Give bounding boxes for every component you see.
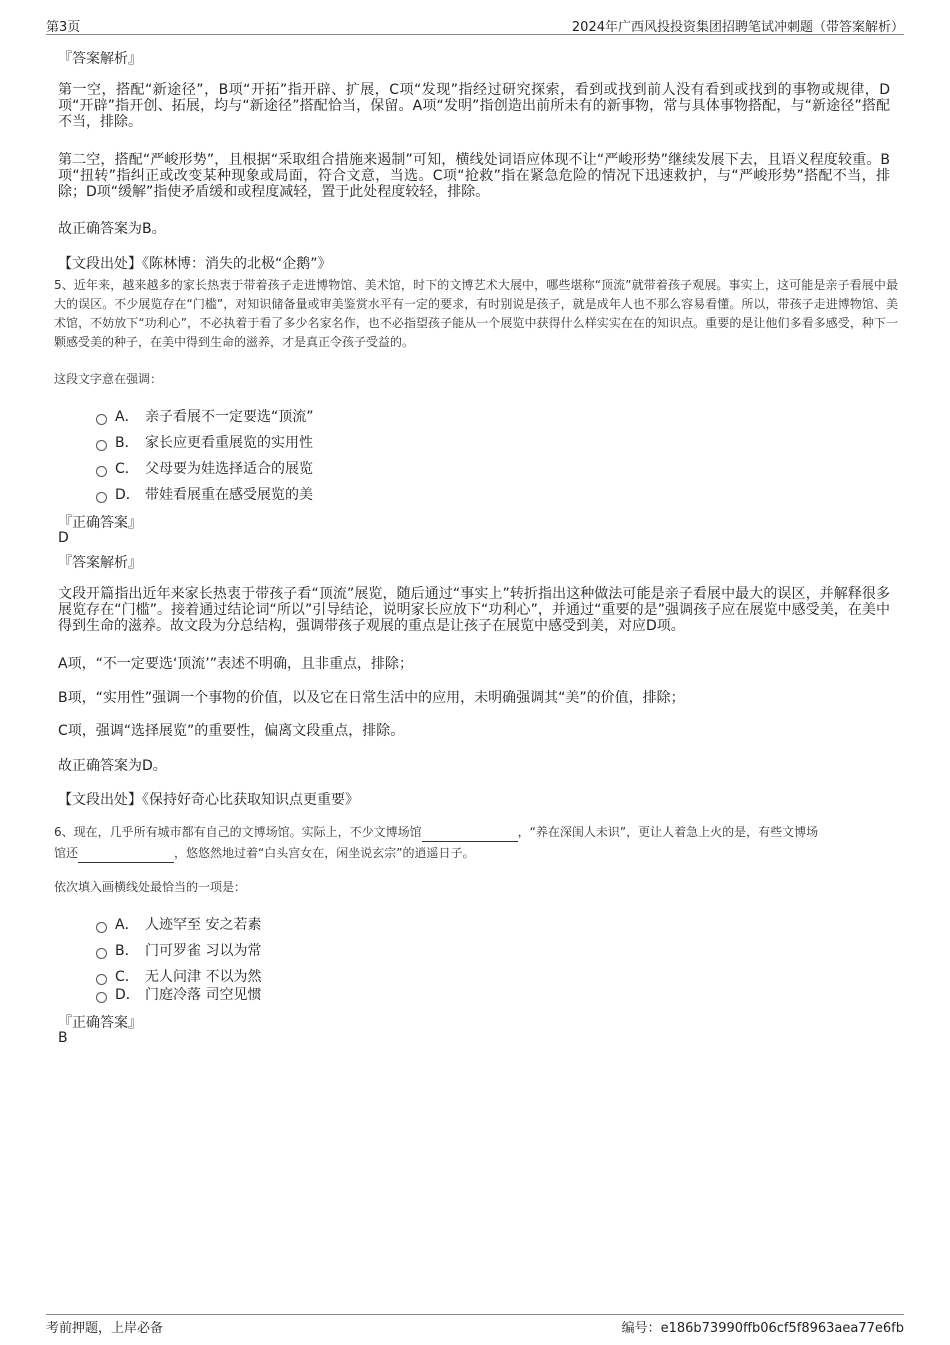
q6-option-a[interactable]: A． 人迹罕至 安之若素 [96,914,261,932]
q5-option-b[interactable]: B． 家长应更看重展览的实用性 [96,432,313,450]
q6-option-d[interactable]: D． 门庭冷落 司空见惯 [96,984,261,1002]
q4-source: 【文段出处】《陈林博：消失的北极“企鹅”》 [58,256,332,272]
document-serial: 编号：e186b73990ffb06cf5f8963aea77e6fb [621,1321,904,1336]
q4-conclusion: 故正确答案为B。 [58,221,166,237]
q6-stem-line-2: 馆还 ，悠悠然地过着“白头宫女在，闲坐说玄宗”的逍遥日子。 [54,844,898,863]
footer-slogan: 考前押题，上岸必备 [46,1321,164,1336]
document-title: 2024年广西风投投资集团招聘笔试冲刺题（带答案解析） [571,20,904,35]
page-number: 第3页 [46,20,81,35]
q5-conclusion: 故正确答案为D。 [58,758,167,774]
q5-analysis-c: C项，强调“选择展览”的重要性，偏离文段重点，排除。 [58,723,405,739]
q4-analysis-para-2: 第二空，搭配“严峻形势”，且根据“采取组合措施来遏制”可知，横线处词语应体现不让“严峻形势”继续发展下去，且语义程度较重。B项“扭转”指纠正或改变某种现象或局面，符合文意，当选。C项“抢救”指在紧急危险的情况下迅速救护，与“严峻形势”搭配不当，排除；D项“缓解”指使矛盾缓和或程度减轻，置于此处程度较轻，排除。 [58,152,890,200]
q6-prompt: 依次填入画横线处最恰当的一项是： [54,880,247,894]
radio-icon[interactable] [96,922,107,933]
q5-answer: D [58,530,69,546]
q5-option-a[interactable]: A． 亲子看展不一定要选“顶流” [96,406,314,424]
radio-icon[interactable] [96,948,107,959]
q5-option-c[interactable]: C． 父母要为娃选择适合的展览 [96,458,313,476]
analysis-label: 『答案解析』 [58,51,142,67]
q6-stem-line-1: 6、现在，几乎所有城市都有自己的文博场馆。实际上，不少文博场馆 ，“养在深闺人未识”，更让人着急上火的是，有些文博场 [54,823,898,842]
page-header [46,14,904,35]
q4-analysis-para-1: 第一空，搭配“新途径”，B项“开拓”指开辟、扩展，C项“发现”指经过研究探索，看到或找到前人没有看到或找到的事物或规律，D项“开辟”指开创、拓展，均与“新途径”搭配恰当，保留。A项“发明”指创造出前所未有的新事物，常与具体事物搭配，与“新途径”搭配不当，排除。 [58,82,890,130]
radio-icon[interactable] [96,974,107,985]
radio-icon[interactable] [96,440,107,451]
q5-source: 【文段出处】《保持好奇心比获取知识点更重要》 [58,792,359,808]
q5-stem: 5、近年来，越来越多的家长热衷于带着孩子走进博物馆、美术馆，时下的文博艺术大展中，哪些堪称“顶流”就带着孩子观展。事实上，这可能是亲子看展中最大的误区。不少展览存在“门槛”，对知识储备量或审美鉴赏水平有一定的要求，有时别说是孩子，就是成年人也不那么容易看懂。所以，带孩子走进博物馆、美术馆，不妨放下“功利心”，不必执着于看了多少名家名作，也不必指望孩子能从一个展览中获得什么样实实在在的知识点。重要的是让他们多看多感受，种下一颗感受美的种子，在美中得到生命的滋养，才是真正令孩子受益的。 [54,278,898,349]
q5-option-d[interactable]: D． 带娃看展重在感受展览的美 [96,484,313,502]
q5-analysis-a: A项，“不一定要选‘顶流’”表述不明确，且非重点，排除； [58,656,413,672]
correct-answer-label: 『正确答案』 [58,1015,142,1031]
q6-option-b[interactable]: B． 门可罗雀 习以为常 [96,940,261,958]
radio-icon[interactable] [96,992,107,1003]
fill-blank-2[interactable] [78,848,174,863]
q5-analysis-para-1: 文段开篇指出近年来家长热衷于带孩子看“顶流”展览，随后通过“事实上”转折指出这种做法可能是亲子看展中最大的误区，并解释很多展览存在“门槛”。接着通过结论词“所以”引导结论，说明家长应放下“功利心”，并通过“重要的是”强调孩子应在展览中感受美，在美中得到生命的滋养。故文段为分总结构，强调带孩子观展的重点是让孩子在展览中感受到美，对应D项。 [58,586,890,634]
q5-analysis-b: B项，“实用性”强调一个事物的价值，以及它在日常生活中的应用，未明确强调其“美”的价值，排除； [58,690,685,706]
q6-option-c[interactable]: C． 无人问津 不以为然 [96,966,261,984]
q6-answer: B [58,1030,68,1046]
analysis-label: 『答案解析』 [58,555,142,571]
page-footer [46,1314,904,1335]
fill-blank-1[interactable] [422,827,518,842]
radio-icon[interactable] [96,414,107,425]
q5-prompt: 这段文字意在强调： [54,372,163,386]
radio-icon[interactable] [96,492,107,503]
correct-answer-label: 『正确答案』 [58,515,142,531]
radio-icon[interactable] [96,466,107,477]
